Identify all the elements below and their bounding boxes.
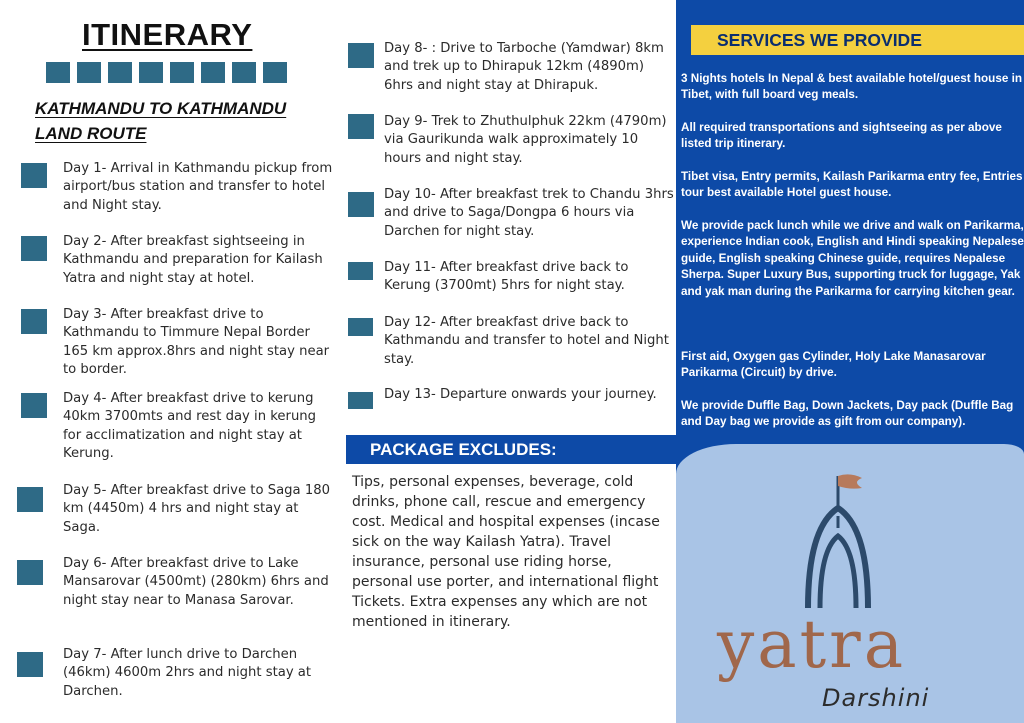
itinerary-title: ITINERARY	[82, 17, 253, 52]
service-item: All required transportations and sightseeing as per above listed trip itinerary.	[681, 121, 1002, 151]
square-icon	[77, 62, 101, 83]
day-item: Day 3- After breakfast drive to Kathmandu to Timmure Nepal Border 165 km approx.8hrs and night stay near to border.	[63, 307, 330, 377]
bullet-icon	[348, 392, 373, 409]
square-icon	[46, 62, 70, 83]
route-title: KATHMANDU TO KATHMANDU LAND ROUTE	[35, 99, 287, 143]
square-icon	[108, 62, 132, 83]
day-item: Day 4- After breakfast drive to kerung 40km 3700mts and rest day in kerung for acclimatization and night stay at Kerung.	[63, 391, 317, 461]
decorative-squares	[46, 62, 287, 83]
service-item: We provide pack lunch while we drive and walk on Parikarma, experience Indian cook, English and Hindi speaking Nepalese guide, English speaking Chinese guide, requires Nepalese Sherpa. Super Luxury Bus, supporting truck for luggage, Yak and yak man during the Parikarma for carrying kitchen gear.	[681, 219, 1024, 298]
excludes-header: PACKAGE EXCLUDES:	[346, 435, 676, 464]
excludes-text: Tips, personal expenses, beverage, cold drinks, phone call, rescue and emergency cost. Medical and hospital expenses (incase sick on the way Kailash Yatra). Travel insurance, personal use riding horse, personal use porter, and international flight Tickets. Extra expenses any which are not mentioned in itinerary.	[352, 474, 660, 630]
day-item: Day 9- Trek to Zhuthulphuk 22km (4790m) via Gaurikunda walk approximately 10 hours and night stay.	[384, 114, 667, 166]
services-header: SERVICES WE PROVIDE	[691, 25, 1024, 55]
square-icon	[170, 62, 194, 83]
bullet-icon	[348, 318, 373, 336]
bullet-icon	[21, 163, 47, 188]
square-icon	[139, 62, 163, 83]
temple-icon	[790, 468, 890, 618]
service-item: We provide Duffle Bag, Down Jackets, Day pack (Duffle Bag and Day bag we provide as gift from our company).	[681, 399, 1014, 429]
day-item: Day 5- After breakfast drive to Saga 180 km (4450m) 4 hrs and night stay at Saga.	[63, 483, 330, 535]
square-icon	[232, 62, 256, 83]
day-item: Day 1- Arrival in Kathmandu pickup from airport/bus station and transfer to hotel and Night stay.	[63, 161, 333, 213]
logo-subtitle: Darshini	[822, 684, 930, 712]
bullet-icon	[17, 560, 43, 585]
bullet-icon	[17, 652, 43, 677]
day-item: Day 10- After breakfast trek to Chandu 3hrs and drive to Saga/Dongpa 6 hours via Darchen for night stay.	[384, 187, 674, 239]
bullet-icon	[21, 309, 47, 334]
square-icon	[263, 62, 287, 83]
bullet-icon	[348, 43, 374, 68]
bullet-icon	[21, 236, 47, 261]
day-item: Day 8- : Drive to Tarboche (Yamdwar) 8km and trek up to Dhirapuk 12km (4890m) 6hrs and night stay at Dhirapuk.	[384, 41, 664, 93]
logo-wordmark: yatra	[717, 606, 907, 683]
day-item: Day 12- After breakfast drive back to Kathmandu and transfer to hotel and Night stay.	[384, 315, 669, 367]
day-item: Day 11- After breakfast drive back to Kerung (3700mt) 5hrs for night stay.	[384, 260, 629, 294]
bullet-icon	[348, 114, 374, 139]
service-item: Tibet visa, Entry permits, Kailash Parikarma entry fee, Entries tour best available Hotel guest house.	[681, 170, 1023, 200]
bullet-icon	[21, 393, 47, 418]
left-column	[0, 0, 340, 723]
square-icon	[201, 62, 225, 83]
day-item: Day 2- After breakfast sightseeing in Kathmandu and preparation for Kailash Yatra and night stay at hotel.	[63, 234, 323, 286]
day-item: Day 13- Departure onwards your journey.	[384, 387, 657, 402]
service-item: First aid, Oxygen gas Cylinder, Holy Lake Manasarovar Parikarma (Circuit) by drive.	[681, 350, 986, 380]
bullet-icon	[17, 487, 43, 512]
day-item: Day 7- After lunch drive to Darchen (46km) 4600m 2hrs and night stay at Darchen.	[63, 647, 312, 699]
bullet-icon	[348, 192, 374, 217]
bullet-icon	[348, 262, 373, 280]
service-item: 3 Nights hotels In Nepal & best available hotel/guest house in Tibet, with full board veg meals.	[681, 72, 1022, 102]
day-item: Day 6- After breakfast drive to Lake Mansarovar (4500mt) (280km) 6hrs and night stay near to Manasa Sarovar.	[63, 556, 329, 608]
